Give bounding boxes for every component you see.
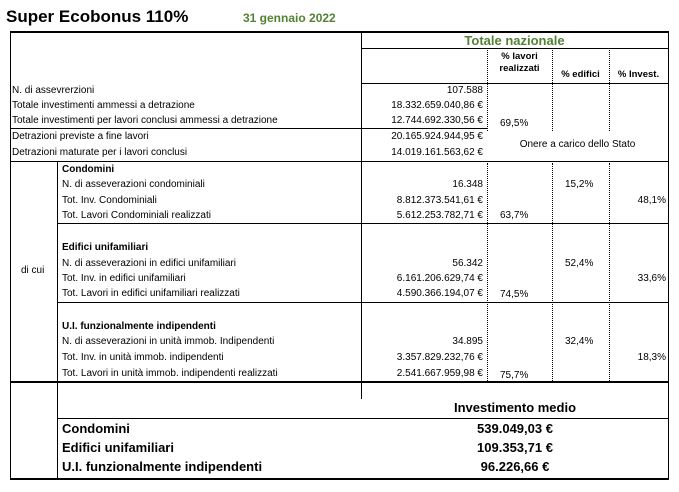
summary-label-indipendenti: U.I. funzionalmente indipendenti <box>62 459 263 474</box>
table-border-left <box>10 31 11 479</box>
separator-after-totals <box>10 128 362 129</box>
row-value-asseverazioni: 107.588 <box>446 85 483 96</box>
group-lav-value: 4.590.366.194,07 € <box>396 288 483 299</box>
group-pct-lavori: 63,7% <box>500 210 529 221</box>
col-header-lavori: % lavori realizzati <box>499 51 540 74</box>
summary-top-line <box>10 381 669 383</box>
group-pct-edifici: 32,4% <box>565 336 594 347</box>
dotted-divider-4 <box>487 163 488 381</box>
group-inv-label: Tot. Inv. in unità immob. indipendenti <box>62 352 224 363</box>
group-n-label: N. di asseverazioni in unità immob. Indipendenti <box>62 336 275 347</box>
group-n-value: 34.895 <box>452 336 483 347</box>
summary-label-condomini: Condomini <box>62 421 130 436</box>
group-pct-edifici: 52,4% <box>565 258 594 269</box>
investimento-medio-heading: Investimento medio <box>453 400 577 415</box>
separator-after-totals-right <box>361 128 487 129</box>
group-lav-value: 5.612.253.782,71 € <box>396 210 483 221</box>
group-pct-invest: 18,3% <box>637 352 666 363</box>
row-label-investimenti: Totale investimenti ammessi a detrazione <box>12 100 195 111</box>
row-value-detrazioni-maturate: 14.019.161.563,62 € <box>391 147 483 158</box>
row-value-detrazioni-previste: 20.165.924.944,95 € <box>391 131 483 142</box>
group-lav-label: Tot. Lavori Condominiali realizzati <box>62 210 211 221</box>
totale-header-underline <box>361 48 668 49</box>
group-title-condomini: Condomini <box>62 164 115 175</box>
group-pct-invest: 33,6% <box>637 273 666 284</box>
group-n-label: N. di asseverazioni in edifici unifamiliari <box>62 258 236 269</box>
group-lav-label: Tot. Lavori in edifici unifamiliari realizzati <box>62 288 240 299</box>
group-title-unifamiliari: Edifici unifamiliari <box>62 242 149 253</box>
group-pct-edifici: 15,2% <box>565 179 594 190</box>
page-title: Super Ecobonus 110% <box>6 7 189 26</box>
group-pct-lavori: 75,7% <box>500 370 529 381</box>
group-separator-2 <box>57 302 668 303</box>
row-pct-lavori-conclusi: 69,5% <box>500 118 529 129</box>
col-header-edifici: % edifici <box>561 69 600 80</box>
di-cui-divider <box>57 161 58 479</box>
totale-nazionale-header: Totale nazionale <box>464 33 565 48</box>
group-inv-value: 8.812.373.541,61 € <box>396 195 483 206</box>
dotted-divider-2 <box>552 48 553 131</box>
row-value-investimenti: 18.332.659.040,86 € <box>391 100 483 111</box>
group-title-indipendenti: U.I. funzionalmente indipendenti <box>62 321 216 332</box>
dotted-divider-5 <box>552 163 553 381</box>
table-border-bottom <box>10 478 669 480</box>
group-n-value: 56.342 <box>452 258 483 269</box>
label-column-divider-summary <box>361 381 362 399</box>
group-n-label: N. di asseverazioni condominiali <box>62 179 205 190</box>
row-value-investimenti-conclusi: 12.744.692.330,56 € <box>391 115 483 126</box>
di-cui-label: di cui <box>21 265 45 276</box>
report-date: 31 gennaio 2022 <box>243 11 336 25</box>
group-inv-value: 3.357.829.232,76 € <box>396 352 483 363</box>
group-pct-lavori: 74,5% <box>500 289 529 300</box>
separator-before-di-cui <box>10 161 669 162</box>
row-label-investimenti-conclusi: Totale investimenti per lavori conclusi ammessi a detrazione <box>12 115 278 126</box>
group-lav-value: 2.541.667.959,98 € <box>396 368 483 379</box>
group-pct-invest: 48,1% <box>637 195 666 206</box>
summary-value-condomini: 539.049,03 € <box>477 421 553 436</box>
group-lav-label: Tot. Lavori in unità immob. indipendenti realizzati <box>62 368 278 379</box>
col-header-invest: % Invest. <box>617 69 660 80</box>
row-label-detrazioni-previste: Detrazioni previste a fine lavori <box>12 131 149 142</box>
summary-label-unifamiliari: Edifici unifamiliari <box>62 440 174 455</box>
group-inv-value: 6.161.206.629,74 € <box>396 273 483 284</box>
summary-heading-underline <box>57 418 668 419</box>
group-separator-1 <box>57 223 668 224</box>
group-inv-label: Tot. Inv. in edifici unifamiliari <box>62 273 186 284</box>
summary-value-unifamiliari: 109.353,71 € <box>477 440 553 455</box>
row-label-asseverazioni: N. di assevrerzioni <box>12 85 95 96</box>
onere-note: Onere a carico dello Stato <box>519 139 636 150</box>
group-inv-label: Tot. Inv. Condominiali <box>62 195 157 206</box>
summary-value-indipendenti: 96.226,66 € <box>480 459 550 474</box>
group-n-value: 16.348 <box>452 179 483 190</box>
row-label-detrazioni-maturate: Detrazioni maturate per i lavori conclusi <box>12 147 188 158</box>
table-border-right <box>668 31 669 479</box>
dotted-divider-3 <box>609 48 610 131</box>
